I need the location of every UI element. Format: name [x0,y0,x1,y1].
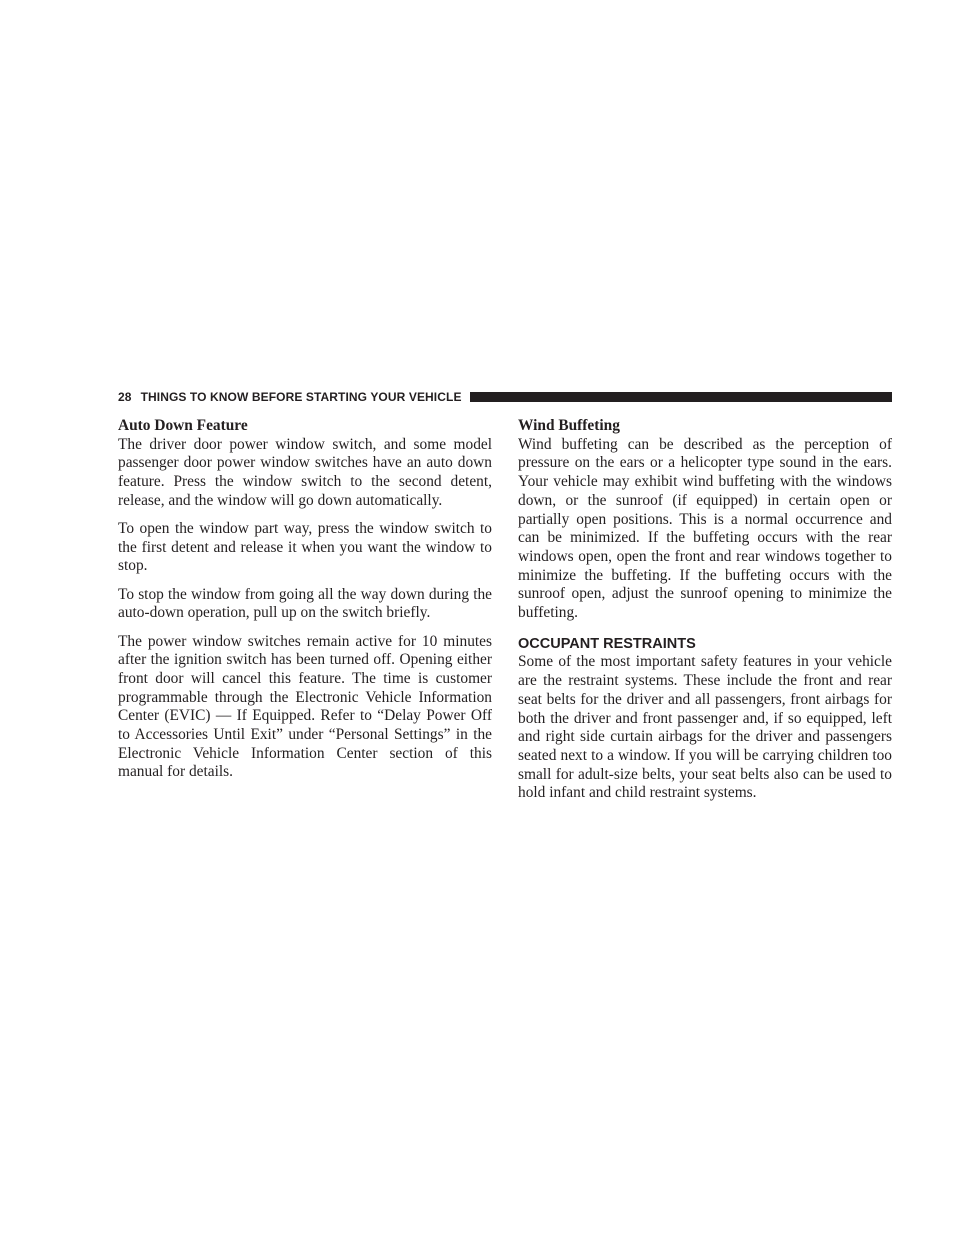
body-paragraph: To stop the window from going all the way down during the auto-down operation, pull up on the switch briefly. [118,585,492,622]
body-paragraph: The power window switches remain active for 10 minutes after the ignition switch has been turned off. Opening either front door will cancel this feature. The time is customer programmable through the Electronic Vehicle Information Center (EVIC) — If Equipped. Refer to “Delay Power Off to Accessories Until Exit” under “Personal Settings” in the Electronic Vehicle Information Center section of this manual for details. [118,632,492,781]
left-column [118,417,492,792]
header-rule [470,392,892,402]
page-number: 28 [118,390,132,404]
body-paragraph: The driver door power window switch, and some model passenger door power window switches have an auto down feature. Press the window switch to the second detent, release, and the window will go down automatically. [118,435,492,509]
body-paragraph: Some of the most important safety features in your vehicle are the restraint systems. These include the front and rear seat belts for the driver and all passengers, front airbags for both the driver and front passenger and, if so equipped, left and right side curtain airbags for the driver and passengers seated next to a window. If you will be carrying children too small for adult-size belts, your seat belts also can be used to hold infant and child restraint systems. [518,653,892,802]
page-header [118,389,892,405]
occupant-restraints-heading: OCCUPANT RESTRAINTS [518,635,696,652]
body-paragraph: To open the window part way, press the window switch to the first detent and release it when you want the window to stop. [118,520,492,575]
body-paragraph: Wind buffeting can be described as the perception of pressure on the ears or a helicopter type sound in the ears. Your vehicle may exhibit wind buffeting with the windows down, or the sunroof (if equipped) in certain open or partially open positions. This is a normal occurrence and can be minimized. If the buffeting occurs with the rear windows open, open the front and rear windows together to minimize the buffeting. If the buffeting occurs with the sunroof open, adjust the sunroof opening to minimize the buffeting. [518,435,892,622]
right-column [518,417,892,813]
chapter-title: THINGS TO KNOW BEFORE STARTING YOUR VEHICLE [140,390,462,404]
wind-buffeting-heading: Wind Buffeting [518,417,620,434]
auto-down-heading: Auto Down Feature [118,417,248,434]
